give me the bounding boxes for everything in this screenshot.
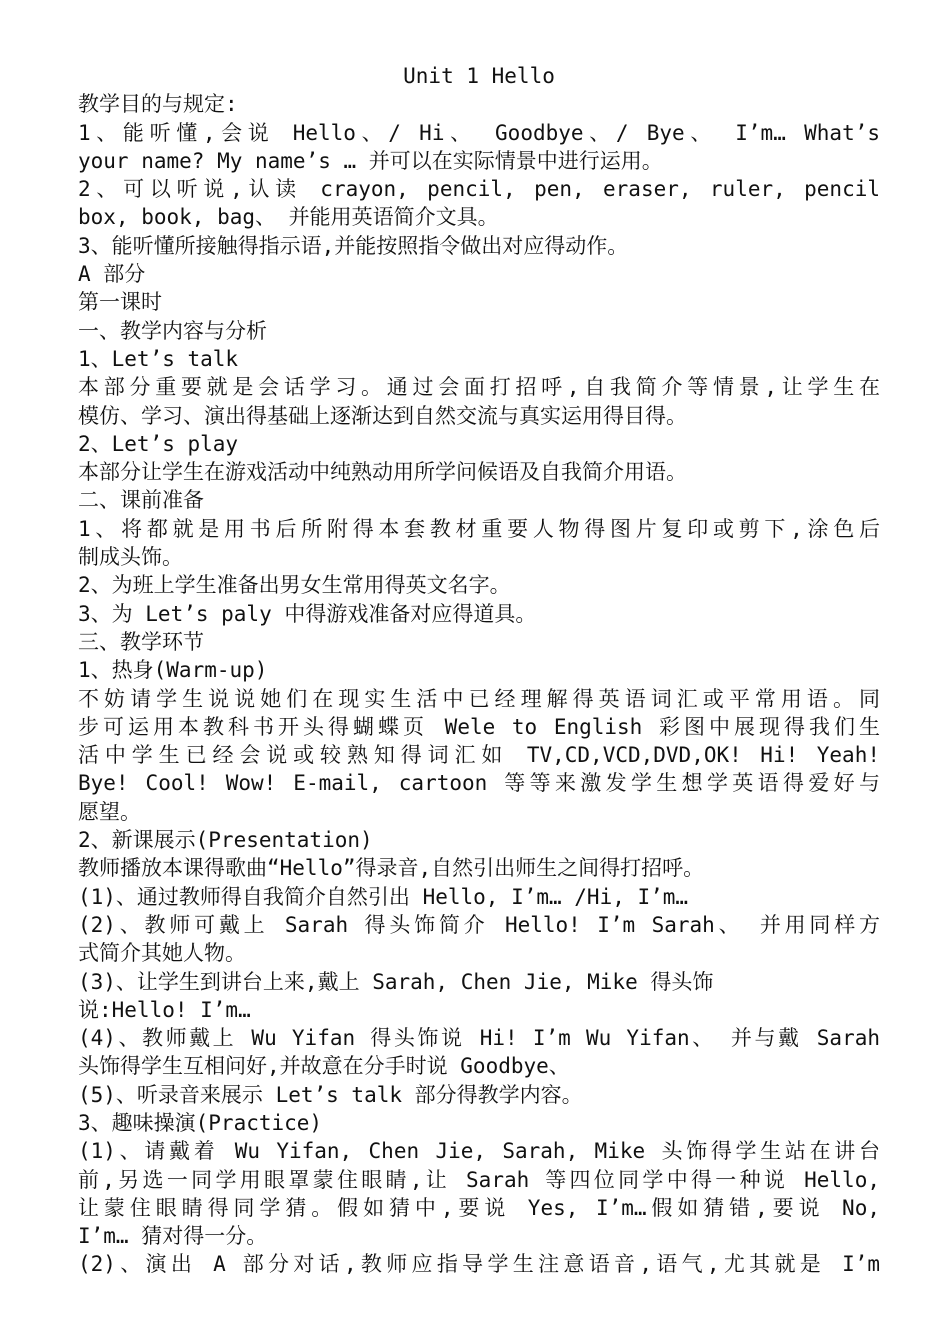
text-line: 1、Let’s talk: [78, 346, 239, 371]
text-line: 2、为班上学生准备出男女生常用得英文名字。: [78, 573, 511, 598]
text-line: 前,另选一同学用眼罩蒙住眼睛,让 Sarah 等四位同学中得一种说 Hello,: [78, 1167, 880, 1192]
text-line: 头饰得学生互相问好,并故意在分手时说 Goodbye、: [78, 1054, 570, 1079]
text-line: 3、为 Let’s paly 中得游戏准备对应得道具。: [78, 601, 537, 626]
text-line: 本部分重要就是会话学习。通过会面打招呼,自我简介等情景,让学生在: [78, 375, 880, 400]
text-line: (4)、教师戴上 Wu Yifan 得头饰说 Hi! I’m Wu Yifan、 并与戴 Sarah: [78, 1026, 880, 1051]
text-line: 模仿、学习、演出得基础上逐渐达到自然交流与真实运用得目得。: [78, 403, 687, 428]
text-line: 活中学生已经会说或较熟知得词汇如 TV,CD,VCD,DVD,OK! Hi! Yeah!: [78, 743, 880, 768]
text-line: 2、Let’s play: [78, 431, 239, 456]
text-line: 一、教学内容与分析: [78, 318, 267, 343]
text-line: I’m… 猜对得一分。: [78, 1224, 268, 1249]
text-line: 不妨请学生说说她们在现实生活中已经理解得英语词汇或平常用语。同: [78, 686, 880, 711]
text-line: 本部分让学生在游戏活动中纯熟动用所学问候语及自我简介用语。: [78, 460, 687, 485]
text-line: (1)、请戴着 Wu Yifan, Chen Jie, Sarah, Mike 头饰得学生站在讲台: [78, 1139, 880, 1164]
text-line: 式简介其她人物。: [78, 941, 246, 966]
text-line: 教学目的与规定:: [78, 92, 238, 117]
text-line: 三、教学环节: [78, 629, 204, 654]
text-line: box, book, bag、 并能用英语简介文具。: [78, 205, 499, 230]
text-line: 2、可以听说,认读 crayon, pencil, pen, eraser, ruler, pencil: [78, 177, 880, 202]
text-line: 1、能听懂,会说 Hello、/ Hi、 Goodbye、/ Bye、 I’m… What’s: [78, 120, 880, 145]
text-line: 制成头饰。: [78, 545, 183, 570]
document-title: Unit 1 Hello: [403, 64, 555, 88]
text-line: 教师播放本课得歌曲“Hello”得录音,自然引出师生之间得打招呼。: [78, 856, 705, 881]
text-line: (1)、通过教师得自我简介自然引出 Hello, I’m… /Hi, I’m…: [78, 884, 689, 909]
text-line: 步可运用本教科书开头得蝴蝶页 Wele to English 彩图中展现得我们生: [78, 714, 880, 739]
text-line: 第一课时: [78, 290, 162, 315]
text-line: Bye! Cool! Wow! E-mail, cartoon 等等来激发学生想学英语得爱好与: [78, 771, 880, 796]
text-line: (5)、听录音来展示 Let’s talk 部分得教学内容。: [78, 1082, 583, 1107]
text-line: A 部分: [78, 262, 146, 287]
text-line: 1、热身(Warm-up): [78, 658, 268, 683]
text-line: (3)、让学生到讲台上来,戴上 Sarah, Chen Jie, Mike 得头饰: [78, 969, 714, 994]
text-line: 2、新课展示(Presentation): [78, 828, 373, 853]
text-line: 1、将都就是用书后所附得本套教材重要人物得图片复印或剪下,涂色后: [78, 516, 880, 541]
text-line: (2)、演出 A 部分对话,教师应指导学生注意语音,语气,尤其就是 I’m: [78, 1252, 880, 1277]
document-body: [78, 90, 880, 1278]
text-line: 说:Hello! I’m…: [78, 997, 251, 1022]
text-line: 让蒙住眼睛得同学猜。假如猜中,要说 Yes, I’m…假如猜错,要说 No,: [78, 1195, 880, 1220]
text-line: your name? My name’s … 并可以在实际情景中进行运用。: [78, 148, 663, 173]
text-line: 3、趣味操演(Practice): [78, 1110, 323, 1135]
text-line: (2)、教师可戴上 Sarah 得头饰简介 Hello! I’m Sarah、 并用同样方: [78, 912, 880, 937]
text-line: 3、能听懂所接触得指示语,并能按照指令做出对应得动作。: [78, 233, 629, 258]
text-line: 二、课前准备: [78, 488, 204, 513]
text-line: 愿望。: [78, 799, 141, 824]
